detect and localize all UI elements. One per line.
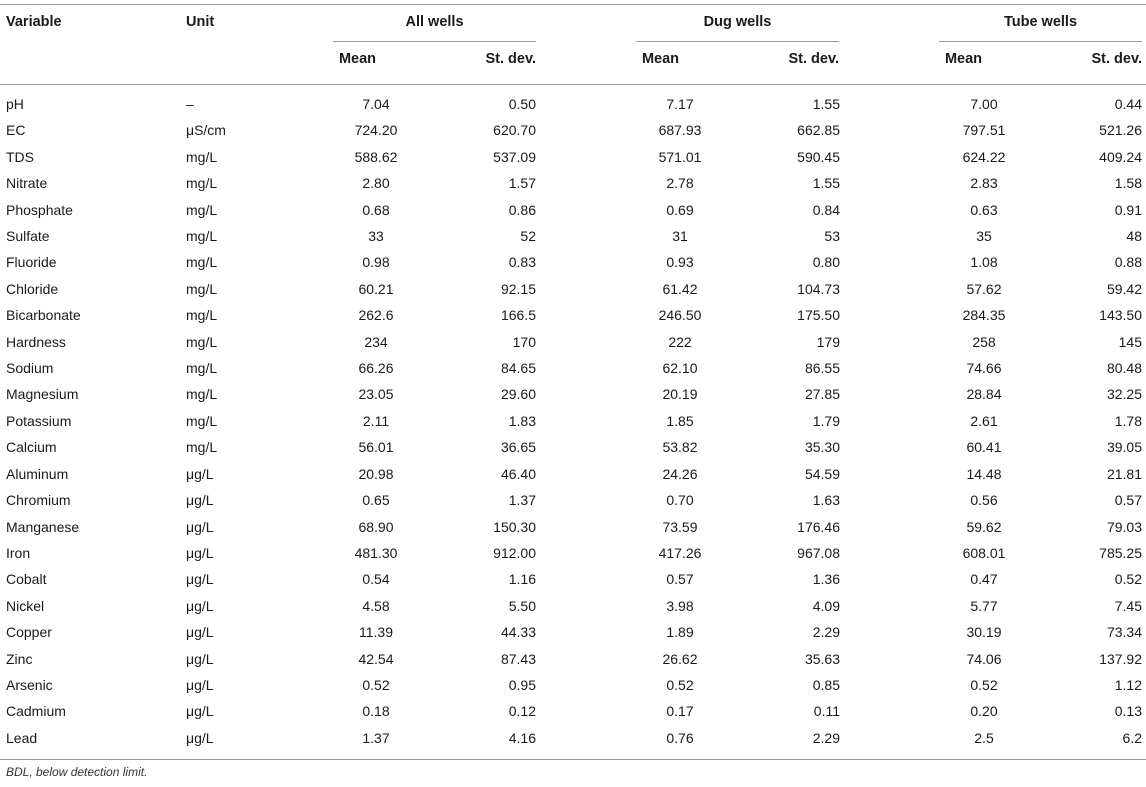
cell-mean-all: 724.20 — [354, 122, 398, 139]
table-row — [0, 593, 1146, 619]
cell-mean-all: 23.05 — [358, 386, 394, 403]
cell-mean-all: 0.52 — [362, 676, 390, 693]
cell-stdev-dug: 1.63 — [812, 492, 840, 509]
cell-unit: μg/L — [186, 597, 214, 614]
cell-mean-tube: 2.83 — [970, 175, 998, 192]
cell-mean-dug: 31 — [672, 228, 688, 245]
header-mean-all: Mean — [338, 51, 377, 67]
cell-mean-tube: 284.35 — [962, 307, 1006, 324]
cell-mean-all: 0.65 — [362, 492, 390, 509]
cell-variable: Nickel — [6, 597, 45, 614]
cell-mean-all: 588.62 — [354, 148, 398, 165]
table-row — [0, 249, 1146, 275]
cell-variable: Manganese — [6, 518, 80, 535]
cell-stdev-all: 87.43 — [500, 650, 536, 667]
cell-stdev-all: 36.65 — [500, 439, 536, 456]
cell-stdev-all: 5.50 — [508, 597, 536, 614]
cell-mean-tube: 2.5 — [974, 729, 994, 746]
table-row — [0, 646, 1146, 672]
cell-mean-dug: 1.85 — [666, 412, 694, 429]
cell-stdev-dug: 179 — [816, 333, 840, 350]
cell-variable: Arsenic — [6, 676, 53, 693]
cell-stdev-tube: 137.92 — [1099, 650, 1142, 667]
table-row — [0, 329, 1146, 355]
cell-variable: Fluoride — [6, 254, 57, 271]
cell-variable: Hardness — [6, 333, 66, 350]
cell-unit: mg/L — [186, 175, 218, 192]
cell-mean-all: 56.01 — [358, 439, 394, 456]
table-row — [0, 619, 1146, 645]
table-row — [0, 170, 1146, 196]
cell-mean-dug: 24.26 — [662, 465, 698, 482]
cell-variable: TDS — [6, 148, 34, 165]
cell-variable: pH — [6, 96, 24, 112]
table-row — [0, 514, 1146, 540]
cell-mean-all: 0.54 — [362, 571, 390, 588]
cell-stdev-tube: 6.2 — [1122, 729, 1142, 746]
cell-mean-all: 60.21 — [358, 280, 394, 297]
table-row — [0, 540, 1146, 566]
cell-variable: Cadmium — [6, 703, 66, 720]
cell-variable: Potassium — [6, 412, 72, 429]
cell-mean-all: 11.39 — [359, 624, 393, 641]
cell-stdev-dug: 35.63 — [804, 650, 840, 667]
cell-stdev-dug: 104.73 — [797, 280, 840, 297]
table-bottom-rule — [0, 759, 1146, 760]
cell-mean-all: 0.18 — [362, 703, 390, 720]
cell-variable: Cobalt — [6, 571, 47, 588]
cell-stdev-all: 29.60 — [500, 386, 536, 403]
cell-stdev-dug: 967.08 — [797, 544, 840, 561]
cell-mean-dug: 2.78 — [666, 175, 694, 192]
group-rule-all-wells — [333, 41, 536, 42]
cell-stdev-tube: 0.57 — [1114, 492, 1142, 509]
cell-mean-all: 0.98 — [362, 254, 390, 271]
cell-stdev-tube: 143.50 — [1099, 307, 1142, 324]
table-row — [0, 725, 1146, 751]
cell-mean-all: 42.54 — [358, 650, 394, 667]
cell-mean-tube: 30.19 — [966, 624, 1002, 641]
cell-stdev-dug: 35.30 — [804, 439, 840, 456]
cell-variable: Iron — [6, 544, 31, 561]
cell-stdev-tube: 521.26 — [1099, 122, 1142, 139]
cell-mean-dug: 571.01 — [658, 148, 702, 165]
data-table-body — [0, 91, 1146, 751]
header-group-tube-wells: Tube wells — [1003, 14, 1078, 30]
cell-stdev-tube: 1.78 — [1114, 412, 1142, 429]
cell-stdev-all: 92.15 — [500, 280, 536, 297]
cell-variable: Lead — [6, 729, 38, 746]
cell-stdev-tube: 1.12 — [1114, 676, 1142, 693]
cell-mean-dug: 0.52 — [666, 676, 694, 693]
cell-unit: mg/L — [186, 333, 218, 350]
cell-stdev-tube: 785.25 — [1099, 544, 1142, 561]
cell-stdev-all: 0.83 — [508, 254, 536, 271]
table-row — [0, 276, 1146, 302]
table-row — [0, 487, 1146, 513]
cell-stdev-tube: 39.05 — [1106, 439, 1142, 456]
cell-stdev-tube: 0.91 — [1114, 201, 1142, 218]
table-row — [0, 461, 1146, 487]
cell-stdev-dug: 1.55 — [812, 96, 840, 112]
cell-unit: mg/L — [186, 148, 218, 165]
cell-stdev-dug: 2.29 — [812, 729, 840, 746]
table-top-rule — [0, 4, 1146, 5]
cell-stdev-all: 912.00 — [493, 544, 536, 561]
table-row — [0, 197, 1146, 223]
cell-mean-tube: 2.61 — [970, 412, 998, 429]
header-stdev-all: St. dev. — [485, 51, 536, 67]
cell-mean-tube: 0.20 — [970, 703, 998, 720]
cell-mean-dug: 7.17 — [666, 96, 694, 112]
cell-stdev-tube: 0.88 — [1114, 254, 1142, 271]
table-row — [0, 698, 1146, 724]
cell-stdev-dug: 0.11 — [813, 703, 840, 720]
table-row — [0, 91, 1146, 117]
cell-stdev-dug: 54.59 — [804, 465, 840, 482]
cell-mean-tube: 5.77 — [970, 597, 998, 614]
cell-mean-all: 2.11 — [362, 412, 390, 429]
cell-unit: μg/L — [186, 492, 214, 509]
cell-mean-dug: 1.89 — [666, 624, 694, 641]
cell-mean-dug: 417.26 — [658, 544, 702, 561]
cell-stdev-tube: 145 — [1118, 333, 1142, 350]
header-stdev-tube: St. dev. — [1091, 51, 1142, 67]
cell-mean-tube: 74.66 — [966, 360, 1002, 377]
cell-unit: μg/L — [186, 544, 214, 561]
data-table — [0, 91, 1146, 751]
cell-mean-tube: 74.06 — [966, 650, 1002, 667]
cell-variable: Nitrate — [6, 175, 48, 192]
cell-mean-dug: 26.62 — [662, 650, 698, 667]
cell-stdev-dug: 1.36 — [812, 571, 840, 588]
cell-mean-tube: 35 — [976, 228, 992, 245]
cell-variable: Calcium — [6, 439, 57, 456]
cell-stdev-all: 44.33 — [500, 624, 536, 641]
cell-stdev-dug: 0.84 — [812, 201, 840, 218]
cell-stdev-all: 0.95 — [508, 676, 536, 693]
cell-unit: mg/L — [186, 228, 218, 245]
cell-mean-dug: 246.50 — [658, 307, 702, 324]
cell-stdev-dug: 590.45 — [797, 148, 840, 165]
cell-stdev-tube: 80.48 — [1106, 360, 1142, 377]
cell-mean-dug: 0.17 — [666, 703, 694, 720]
table-row — [0, 381, 1146, 407]
table-row — [0, 223, 1146, 249]
header-group-all-wells: All wells — [405, 14, 464, 30]
cell-unit: μg/L — [186, 571, 214, 588]
header-mean-tube: Mean — [944, 51, 983, 67]
cell-mean-dug: 0.69 — [666, 201, 694, 218]
cell-stdev-tube: 32.25 — [1106, 386, 1142, 403]
header-unit: Unit — [186, 14, 215, 30]
cell-mean-all: 481.30 — [354, 544, 398, 561]
cell-stdev-dug: 176.46 — [797, 518, 840, 535]
cell-mean-dug: 687.93 — [658, 122, 702, 139]
header-mean-dug: Mean — [641, 51, 680, 67]
cell-stdev-all: 0.86 — [508, 201, 536, 218]
cell-variable: Chromium — [6, 492, 71, 509]
cell-stdev-dug: 1.79 — [812, 412, 840, 429]
cell-stdev-all: 537.09 — [493, 148, 536, 165]
cell-mean-tube: 28.84 — [966, 386, 1002, 403]
cell-unit: mg/L — [186, 254, 218, 271]
cell-unit: mg/L — [186, 412, 218, 429]
cell-variable: Magnesium — [6, 386, 79, 403]
cell-mean-tube: 0.63 — [970, 201, 998, 218]
cell-mean-all: 20.98 — [358, 465, 394, 482]
cell-stdev-dug: 2.29 — [812, 624, 840, 641]
cell-mean-all: 0.68 — [362, 201, 390, 218]
cell-stdev-dug: 86.55 — [804, 360, 840, 377]
cell-unit: μg/L — [186, 703, 214, 720]
cell-stdev-dug: 27.85 — [804, 386, 840, 403]
header-bottom-rule — [0, 84, 1146, 85]
cell-stdev-all: 1.16 — [508, 571, 536, 588]
cell-stdev-dug: 53 — [824, 228, 840, 245]
cell-stdev-dug: 4.09 — [812, 597, 840, 614]
cell-variable: Bicarbonate — [6, 307, 81, 324]
cell-stdev-tube: 48 — [1126, 228, 1142, 245]
cell-mean-tube: 0.52 — [970, 676, 998, 693]
cell-variable: Sodium — [6, 360, 54, 377]
table-row — [0, 144, 1146, 170]
cell-stdev-all: 52 — [520, 228, 536, 245]
cell-unit: mg/L — [186, 360, 218, 377]
cell-mean-tube: 1.08 — [970, 254, 998, 271]
cell-unit: μg/L — [186, 465, 214, 482]
cell-stdev-all: 170 — [512, 333, 536, 350]
table-row — [0, 408, 1146, 434]
cell-unit: mg/L — [186, 201, 218, 218]
cell-stdev-all: 166.5 — [500, 307, 536, 324]
cell-mean-dug: 0.76 — [666, 729, 694, 746]
cell-mean-tube: 57.62 — [966, 280, 1002, 297]
cell-stdev-all: 0.50 — [508, 96, 536, 112]
table-row — [0, 302, 1146, 328]
cell-stdev-tube: 0.44 — [1114, 96, 1142, 112]
cell-stdev-tube: 409.24 — [1099, 148, 1142, 165]
cell-unit: mg/L — [186, 280, 218, 297]
cell-unit: mg/L — [186, 439, 218, 456]
cell-unit: mg/L — [186, 386, 218, 403]
cell-variable: Phosphate — [6, 201, 73, 218]
cell-variable: Chloride — [6, 280, 59, 297]
cell-mean-tube: 59.62 — [966, 518, 1002, 535]
table-row — [0, 566, 1146, 592]
cell-mean-all: 7.04 — [362, 96, 390, 112]
cell-mean-all: 1.37 — [362, 729, 390, 746]
header-variable: Variable — [6, 14, 62, 30]
cell-stdev-tube: 0.13 — [1114, 703, 1142, 720]
cell-mean-tube: 0.47 — [970, 571, 998, 588]
cell-mean-all: 33 — [368, 228, 384, 245]
cell-mean-dug: 0.70 — [666, 492, 694, 509]
cell-unit: μg/L — [186, 624, 214, 641]
header-group-dug-wells: Dug wells — [703, 14, 772, 30]
cell-mean-all: 4.58 — [362, 597, 390, 614]
cell-stdev-all: 46.40 — [500, 465, 536, 482]
cell-unit: mg/L — [186, 307, 218, 324]
table-row — [0, 434, 1146, 460]
cell-mean-all: 234 — [364, 333, 388, 350]
cell-mean-tube: 624.22 — [962, 148, 1006, 165]
table-row — [0, 355, 1146, 381]
cell-stdev-all: 4.16 — [508, 729, 536, 746]
cell-mean-tube: 797.51 — [962, 122, 1006, 139]
cell-mean-all: 66.26 — [358, 360, 394, 377]
header-stdev-dug: St. dev. — [788, 51, 839, 67]
cell-stdev-tube: 7.45 — [1114, 597, 1142, 614]
cell-mean-dug: 3.98 — [666, 597, 694, 614]
cell-mean-dug: 222 — [668, 333, 692, 350]
cell-stdev-all: 0.12 — [508, 703, 536, 720]
cell-mean-dug: 61.42 — [662, 280, 698, 297]
cell-mean-dug: 73.59 — [662, 518, 698, 535]
cell-variable: Sulfate — [6, 228, 50, 245]
cell-mean-dug: 20.19 — [662, 386, 698, 403]
cell-mean-dug: 53.82 — [662, 439, 698, 456]
cell-mean-all: 68.90 — [358, 518, 394, 535]
cell-mean-tube: 0.56 — [970, 492, 998, 509]
cell-mean-tube: 14.48 — [966, 465, 1002, 482]
cell-unit: – — [186, 96, 194, 112]
cell-mean-tube: 608.01 — [962, 544, 1006, 561]
cell-stdev-all: 620.70 — [493, 122, 536, 139]
group-rule-dug-wells — [636, 41, 839, 42]
cell-stdev-tube: 73.34 — [1106, 624, 1142, 641]
cell-stdev-dug: 662.85 — [797, 122, 840, 139]
cell-stdev-all: 1.57 — [508, 175, 536, 192]
cell-variable: Copper — [6, 624, 52, 641]
group-rule-tube-wells — [939, 41, 1142, 42]
cell-mean-dug: 62.10 — [662, 360, 698, 377]
cell-unit: μS/cm — [186, 122, 226, 139]
cell-unit: μg/L — [186, 729, 214, 746]
cell-mean-all: 2.80 — [362, 175, 390, 192]
cell-stdev-all: 150.30 — [493, 518, 536, 535]
cell-stdev-dug: 175.50 — [797, 307, 840, 324]
cell-stdev-all: 84.65 — [500, 360, 536, 377]
cell-mean-tube: 60.41 — [966, 439, 1002, 456]
cell-mean-tube: 258 — [972, 333, 996, 350]
cell-stdev-tube: 21.81 — [1106, 465, 1142, 482]
cell-variable: Aluminum — [6, 465, 69, 482]
cell-mean-dug: 0.93 — [666, 254, 694, 271]
cell-mean-tube: 7.00 — [970, 96, 998, 112]
cell-stdev-all: 1.37 — [508, 492, 536, 509]
cell-stdev-tube: 0.52 — [1114, 571, 1142, 588]
cell-variable: Zinc — [6, 650, 33, 667]
cell-stdev-tube: 79.03 — [1106, 518, 1142, 535]
cell-unit: μg/L — [186, 676, 214, 693]
cell-unit: μg/L — [186, 650, 214, 667]
cell-unit: μg/L — [186, 518, 214, 535]
cell-mean-dug: 0.57 — [666, 571, 694, 588]
cell-stdev-dug: 1.55 — [812, 175, 840, 192]
cell-stdev-tube: 1.58 — [1114, 175, 1142, 192]
table-footnote: BDL, below detection limit. — [6, 765, 148, 779]
table-row — [0, 672, 1146, 698]
cell-stdev-dug: 0.85 — [812, 676, 840, 693]
cell-stdev-dug: 0.80 — [812, 254, 840, 271]
table-row — [0, 117, 1146, 143]
cell-variable: EC — [6, 122, 26, 139]
cell-stdev-all: 1.83 — [508, 412, 536, 429]
cell-mean-all: 262.6 — [358, 307, 394, 324]
cell-stdev-tube: 59.42 — [1106, 280, 1142, 297]
